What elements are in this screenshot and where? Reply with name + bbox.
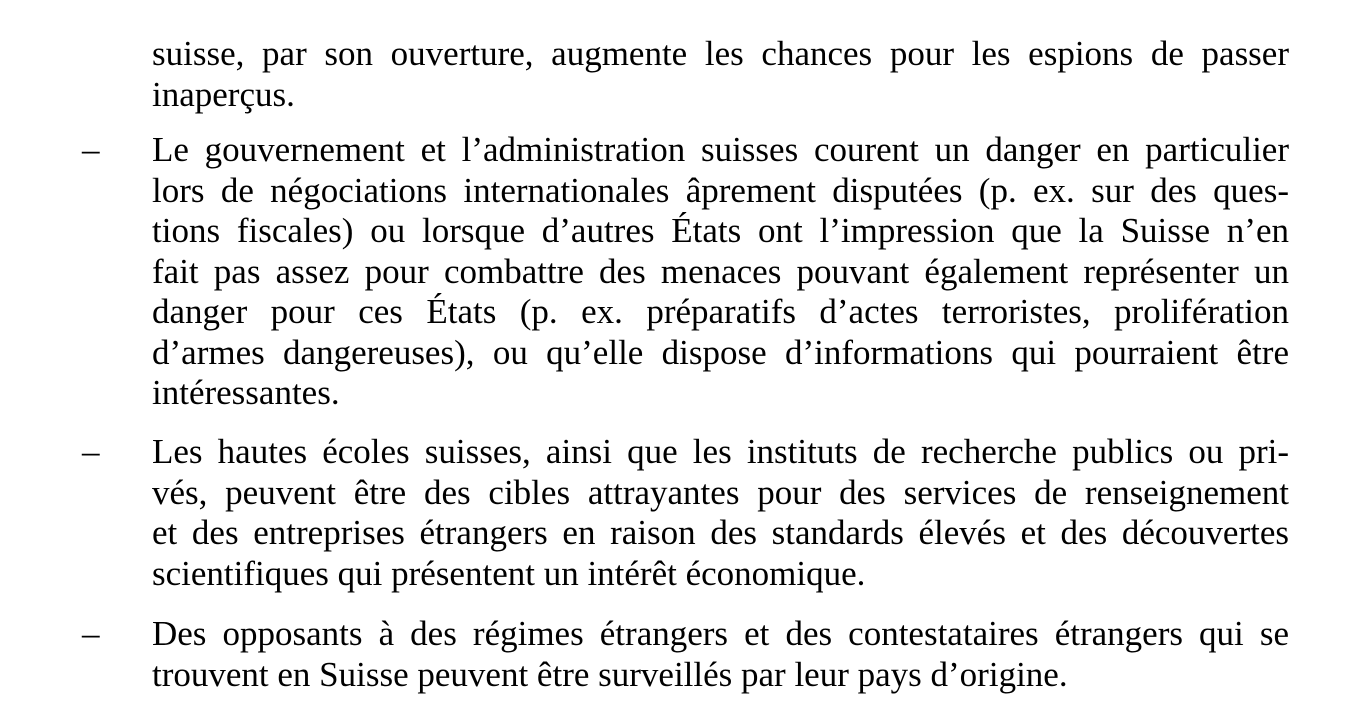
text-line: fait pas assez pour combattre des menaces pouvant également représenter un [152,251,1289,291]
bullet-text [152,432,1289,594]
text-line: Des opposants à des régimes étrangers et des contestataires étrangers qui se [152,614,1289,653]
text-line: trouvent en Suisse peuvent être surveillés par leur pays d’origine. [152,654,1068,694]
text-line: suisse, par son ouverture, augmente les chances pour les espions de passer [152,34,1289,73]
text-line: intéressantes. [152,373,340,412]
text-line: Le gouvernement et l’administration suisses courent un danger en particulier [152,130,1289,169]
bullet-dash: – [82,614,100,653]
bullet-dash: – [82,432,100,471]
text-line: lors de négociations internationales âprement disputées (p. ex. sur des ques- [152,170,1289,210]
text-line: scientifiques qui présentent un intérêt économique. [152,553,866,593]
text-line: Les hautes écoles suisses, ainsi que les instituts de recherche publics ou pri- [152,432,1289,471]
bullet-dash: – [82,130,100,169]
bullet-text [152,614,1289,695]
text-line: d’armes dangereuses), ou qu’elle dispose d’informations qui pourraient être [152,332,1289,372]
text-line: et des entreprises étrangers en raison des standards élevés et des découvertes [152,513,1289,552]
bullet-text [152,130,1289,414]
text-line: danger pour ces États (p. ex. préparatifs d’actes terroristes, prolifération [152,292,1289,331]
text-line: inaperçus. [152,74,295,114]
text-line: tions fiscales) ou lorsque d’autres États ont l’impression que la Suisse n’en [152,211,1289,250]
paragraph-text [152,34,1289,115]
text-line: vés, peuvent être des cibles attrayantes pour des services de renseignement [152,472,1289,512]
